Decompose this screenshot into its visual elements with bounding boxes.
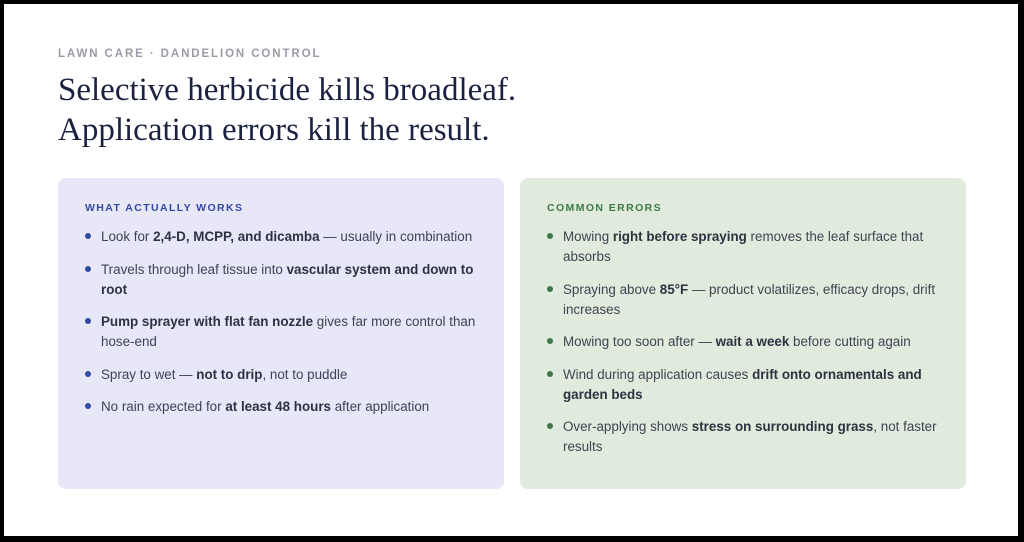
item-text: removes the leaf surface that absorbs [563,229,924,264]
item-text: Over-applying shows [563,419,692,434]
page-title [58,70,516,150]
item-emphasis: vascular system and down to root [101,261,474,297]
item-text: — product volatilizes, efficacy drops, drift increases [563,281,936,317]
item-emphasis: Pump sprayer with flat fan nozzle [101,314,314,329]
what-works-card [58,178,504,489]
title-line-1: Selective herbicide kills broadleaf. [58,72,517,108]
common-errors-heading: COMMON ERRORS [547,202,663,214]
item-emphasis: stress on surrounding grass [691,419,874,434]
item-text: — usually in combination [319,229,473,244]
list-item [85,365,478,385]
item-emphasis: wait a week [715,334,790,349]
item-text: Wind during application causes [563,366,753,382]
item-text: No rain expected for [101,399,226,414]
list-item [85,397,478,417]
item-emphasis: not to drip [196,366,263,382]
item-emphasis: 85°F [659,281,689,297]
item-emphasis: drift onto ornamentals and garden beds [563,366,922,402]
list-item [547,280,940,320]
common-errors-card [520,178,966,489]
item-text: Mowing [563,229,613,244]
common-errors-list [547,227,940,457]
list-item [85,227,478,247]
item-emphasis: at least 48 hours [225,399,331,414]
item-text: before cutting again [789,334,911,349]
item-text: Spray to wet — [101,366,197,382]
slide [4,4,1018,536]
eyebrow-label: LAWN CARE · DANDELION CONTROL [58,48,322,60]
what-works-heading: WHAT ACTUALLY WORKS [85,202,244,214]
item-text: , not faster results [563,419,937,454]
item-text: , not to puddle [262,366,348,382]
item-text: Mowing too soon after — [563,334,716,349]
list-item [547,417,940,457]
list-item [547,227,940,267]
item-emphasis: 2,4-D, MCPP, and dicamba [153,229,320,244]
item-text: after application [331,399,430,414]
item-emphasis: right before spraying [612,229,747,244]
title-line-2: Application errors kill the result. [58,112,490,148]
list-item [547,332,940,352]
item-text: Travels through leaf tissue into [101,261,287,277]
list-item [85,312,478,352]
item-text: gives far more control than hose-end [101,314,476,349]
item-text: Look for [101,229,154,244]
list-item [85,260,478,300]
what-works-list [85,227,478,417]
item-text: Spraying above [563,281,660,297]
list-item [547,365,940,405]
